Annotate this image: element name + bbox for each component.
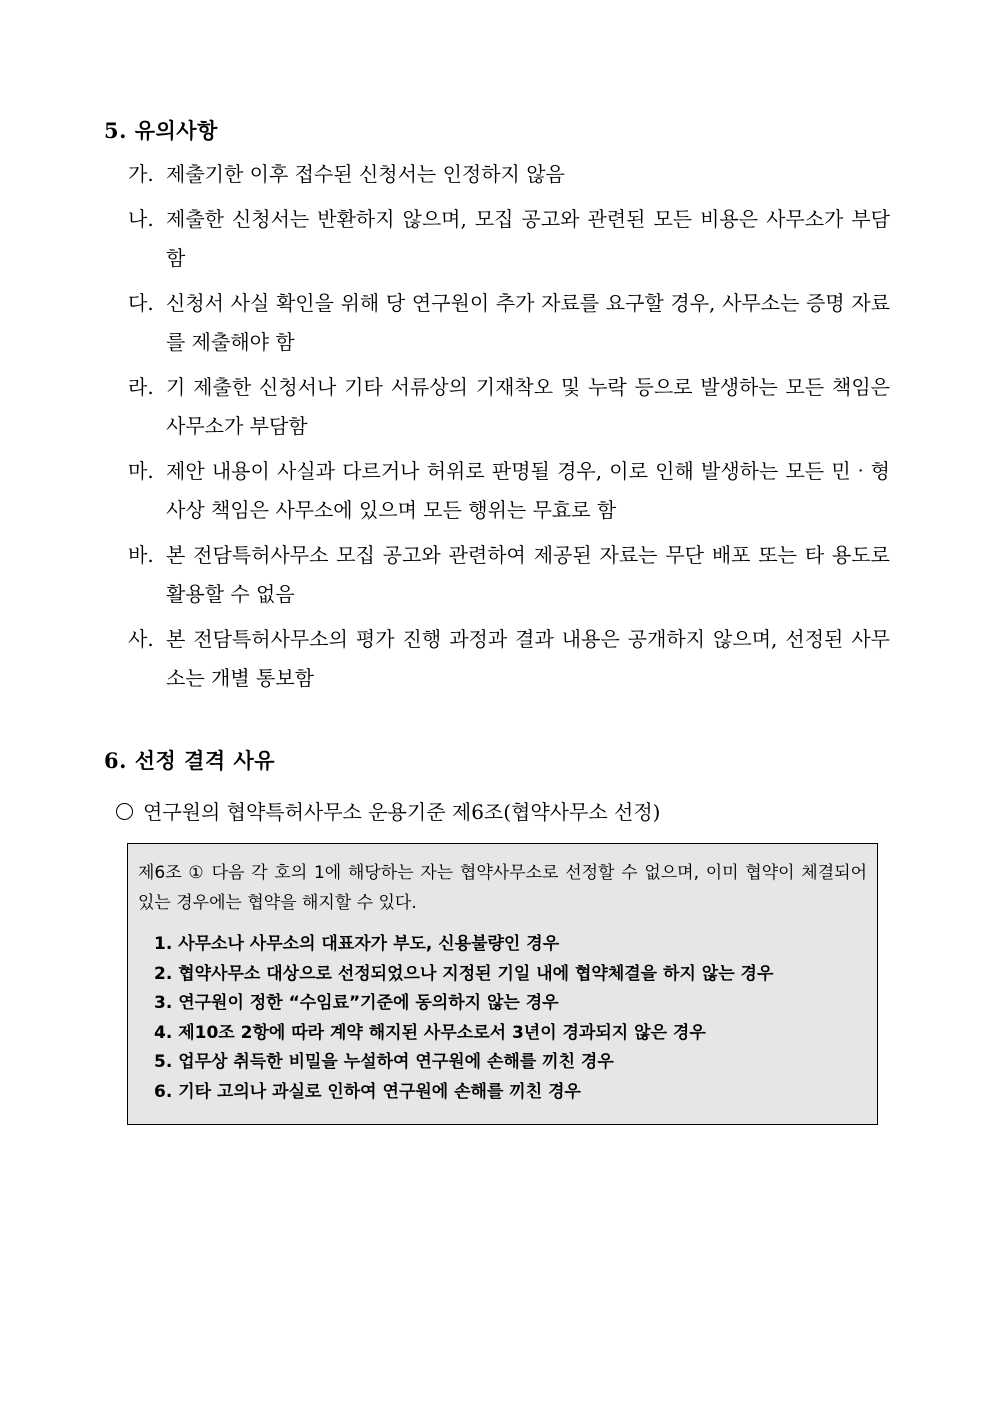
item-marker: 나. — [128, 207, 154, 231]
disqualification-item: 5. 업무상 취득한 비밀을 누설하여 연구원에 손해를 끼친 경우 — [154, 1052, 614, 1072]
item-text: 제안 내용이 사실과 다르거나 허위로 판명될 경우, 이로 인해 발생하는 모든 민‧형사상 책임은 사무소에 있으며 모든 행위는 무효로 함 — [166, 459, 890, 522]
item-marker: 사. — [128, 627, 154, 651]
item-marker: 바. — [128, 543, 154, 567]
regulation-intro: 제6조 ① 다음 각 호의 1에 해당하는 자는 협약사무소로 선정할 수 없으며, 이미 협약이 체결되어 있는 경우에는 협약을 해지할 수 있다. — [138, 863, 867, 913]
regulation-reference-text: 연구원의 협약특허사무소 운용기준 제6조(협약사무소 선정) — [143, 800, 661, 824]
regulation-reference — [116, 796, 660, 825]
notice-item — [128, 368, 890, 446]
disqualification-item: 3. 연구원이 정한 “수임료”기준에 동의하지 않는 경우 — [154, 993, 559, 1013]
disqualification-item: 6. 기타 고의나 과실로 인하여 연구원에 손해를 끼친 경우 — [154, 1081, 581, 1102]
notice-item — [128, 536, 890, 614]
item-text: 제출한 신청서는 반환하지 않으며, 모집 공고와 관련된 모든 비용은 사무소가 부담함 — [166, 207, 890, 270]
notice-item — [128, 155, 890, 194]
disqualification-item: 4. 제10조 2항에 따라 계약 해지된 사무소로서 3년이 경과되지 않은 경우 — [154, 1022, 706, 1043]
disqualification-item: 1. 사무소나 사무소의 대표자가 부도, 신용불량인 경우 — [154, 934, 560, 954]
item-marker: 라. — [128, 375, 154, 399]
item-marker: 다. — [128, 291, 154, 315]
item-marker: 가. — [128, 162, 154, 186]
section-6-heading: 6. 선정 결격 사유 — [104, 748, 276, 773]
notice-item — [128, 620, 890, 698]
disqualification-item: 2. 협약사무소 대상으로 선정되었으나 지정된 기일 내에 협약체결을 하지 않는 경우 — [154, 963, 774, 984]
item-text: 본 전담특허사무소 모집 공고와 관련하여 제공된 자료는 무단 배포 또는 타 용도로 활용할 수 없음 — [166, 543, 890, 606]
circle-bullet-icon — [116, 803, 133, 820]
item-text: 신청서 사실 확인을 위해 당 연구원이 추가 자료를 요구할 경우, 사무소는 증명 자료를 제출해야 함 — [166, 291, 890, 354]
section-5-heading: 5. 유의사항 — [104, 118, 218, 143]
notice-item — [128, 200, 890, 278]
item-text: 제출기한 이후 접수된 신청서는 인정하지 않음 — [166, 162, 565, 186]
item-text: 본 전담특허사무소의 평가 진행 과정과 결과 내용은 공개하지 않으며, 선정된 사무소는 개별 통보함 — [166, 627, 890, 690]
item-marker: 마. — [128, 459, 154, 483]
notice-list — [128, 155, 890, 704]
notice-item — [128, 452, 890, 530]
disqualification-list — [138, 930, 867, 1107]
item-text: 기 제출한 신청서나 기타 서류상의 기재착오 및 누락 등으로 발생하는 모든 책임은 사무소가 부담함 — [166, 375, 890, 438]
regulation-excerpt-box — [127, 843, 878, 1125]
notice-item — [128, 284, 890, 362]
